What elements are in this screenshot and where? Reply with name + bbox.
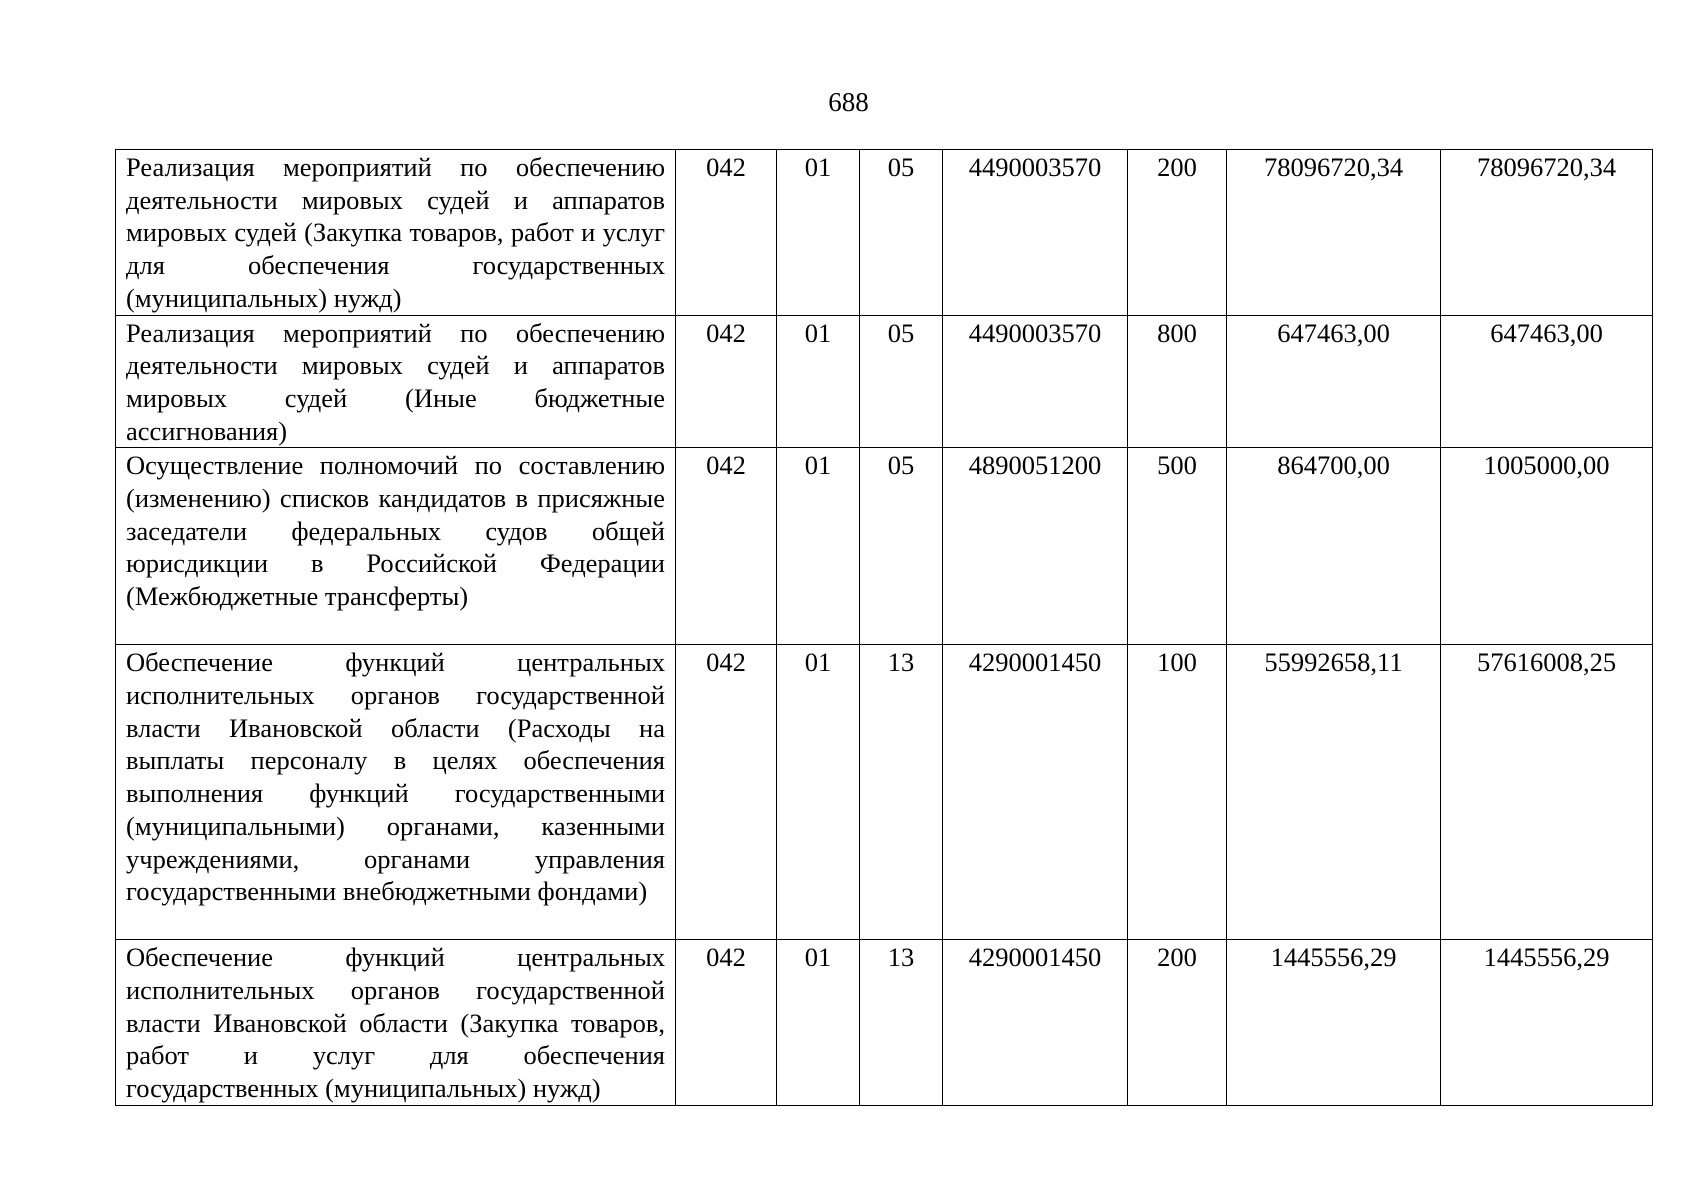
target-article-cell: 4490003570 [943, 150, 1128, 316]
table-row [116, 940, 1653, 1106]
section-code-cell: 01 [777, 645, 860, 940]
expense-name-cell: Реализация мероприятий по обеспечению деятельности мировых судей и аппаратов мировых судей (Закупка товаров, работ и услуг для обеспечения государственных (муниципальных) нужд) [116, 150, 676, 316]
amount-year-2-cell: 647463,00 [1441, 315, 1653, 448]
expense-type-cell: 200 [1128, 940, 1227, 1106]
amount-year-1-cell: 78096720,34 [1227, 150, 1441, 316]
table-row [116, 150, 1653, 316]
section-code-cell: 01 [777, 150, 860, 316]
subsection-code-cell: 05 [860, 150, 943, 316]
expense-type-cell: 200 [1128, 150, 1227, 316]
expense-name-cell: Реализация мероприятий по обеспечению деятельности мировых судей и аппаратов мировых судей (Иные бюджетные ассигнования) [116, 315, 676, 448]
table-row [116, 448, 1653, 645]
section-code-cell: 01 [777, 940, 860, 1106]
expense-name-cell: Обеспечение функций центральных исполнительных органов государственной власти Ивановской области (Расходы на выплаты персоналу в целях обеспечения выполнения функций государственными (муниципальными) органами, казенными учреждениями, органами управления государственными внебюджетными фондами) [116, 645, 676, 940]
amount-year-1-cell: 647463,00 [1227, 315, 1441, 448]
ministry-code-cell: 042 [676, 315, 777, 448]
subsection-code-cell: 05 [860, 315, 943, 448]
subsection-code-cell: 05 [860, 448, 943, 645]
amount-year-1-cell: 1445556,29 [1227, 940, 1441, 1106]
section-code-cell: 01 [777, 315, 860, 448]
amount-year-2-cell: 78096720,34 [1441, 150, 1653, 316]
target-article-cell: 4290001450 [943, 940, 1128, 1106]
budget-table [115, 149, 1653, 1106]
expense-type-cell: 100 [1128, 645, 1227, 940]
expense-type-cell: 500 [1128, 448, 1227, 645]
table-row [116, 315, 1653, 448]
target-article-cell: 4290001450 [943, 645, 1128, 940]
section-code-cell: 01 [777, 448, 860, 645]
amount-year-2-cell: 57616008,25 [1441, 645, 1653, 940]
ministry-code-cell: 042 [676, 940, 777, 1106]
expense-name-cell: Осуществление полномочий по составлению (изменению) списков кандидатов в присяжные заседатели федеральных судов общей юрисдикции в Российской Федерации (Межбюджетные трансферты) [116, 448, 676, 645]
ministry-code-cell: 042 [676, 150, 777, 316]
expense-name-cell: Обеспечение функций центральных исполнительных органов государственной власти Ивановской области (Закупка товаров, работ и услуг для обеспечения государственных (муниципальных) нужд) [116, 940, 676, 1106]
ministry-code-cell: 042 [676, 645, 777, 940]
amount-year-2-cell: 1445556,29 [1441, 940, 1653, 1106]
amount-year-1-cell: 864700,00 [1227, 448, 1441, 645]
ministry-code-cell: 042 [676, 448, 777, 645]
subsection-code-cell: 13 [860, 645, 943, 940]
page-number: 688 [828, 87, 869, 117]
amount-year-1-cell: 55992658,11 [1227, 645, 1441, 940]
expense-type-cell: 800 [1128, 315, 1227, 448]
subsection-code-cell: 13 [860, 940, 943, 1106]
target-article-cell: 4890051200 [943, 448, 1128, 645]
amount-year-2-cell: 1005000,00 [1441, 448, 1653, 645]
table-row [116, 645, 1653, 940]
target-article-cell: 4490003570 [943, 315, 1128, 448]
